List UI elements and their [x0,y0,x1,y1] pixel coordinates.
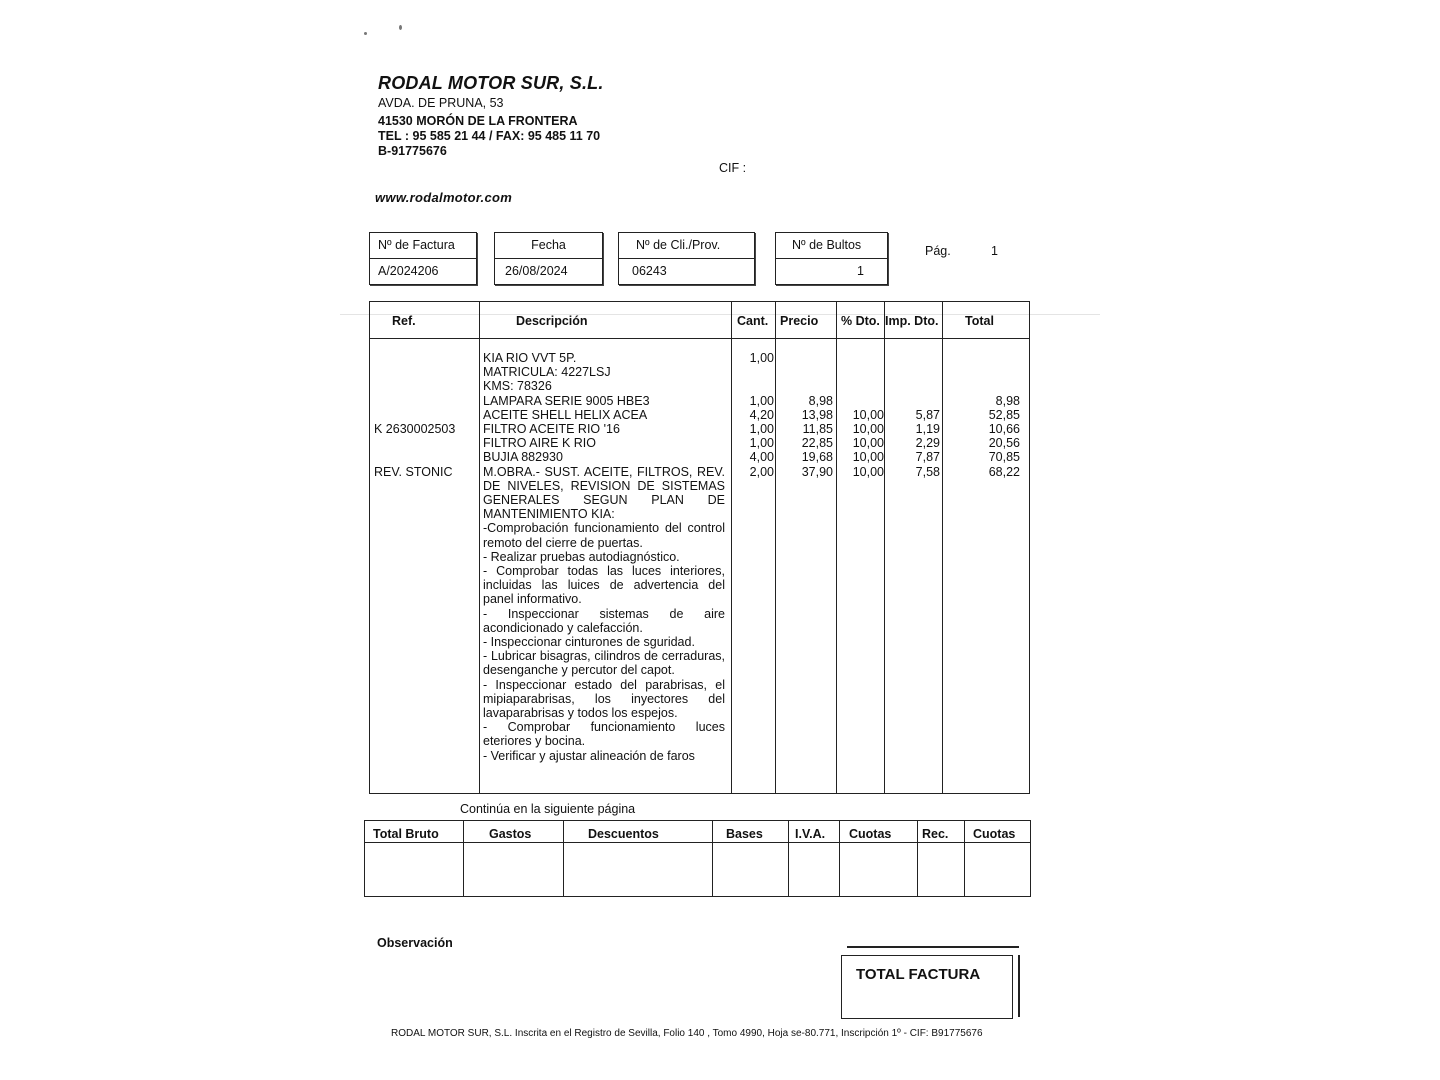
item-description: ACEITE SHELL HELIX ACEA [483,407,648,422]
company-address-block [378,96,600,159]
item-quantity: 4,20 [749,407,774,422]
item-total: 68,22 [988,464,1020,479]
column-header-price: Precio [780,314,819,328]
service-note: - Comprobar funcionamiento luces eteriores y bocina. [483,720,725,749]
item-discount-amount: 1,19 [915,421,940,436]
service-note: - Inspeccionar cinturones de sguridad. [483,635,695,650]
service-note: - Inspeccionar sistemas de aire acondicionado y calefacción. [483,606,725,635]
company-city: 41530 MORÓN DE LA FRONTERA [378,114,578,128]
totals-header-expenses: Gastos [489,827,532,841]
price-column [776,351,833,479]
total-box-right-rule [1018,955,1020,1017]
column-divider [712,821,713,896]
item-quantity: 2,00 [749,464,774,479]
column-header-discount-pct: % Dto. [841,314,880,328]
page-label: Pág. [925,244,951,258]
packages-box [775,232,888,285]
client-number-value: 06243 [632,264,667,278]
date-label: Fecha [495,233,602,259]
item-discount-amount [885,351,940,365]
company-address: AVDA. DE PRUNA, 53 [378,96,504,110]
item-description: FILTRO AIRE K RIO [483,436,596,451]
invoice-number-box [369,232,477,285]
client-number-box [618,232,755,285]
total-invoice-label: TOTAL FACTURA [856,966,981,983]
service-note: -Comprobación funcionamiento del control remoto del cierre de puertas. [483,521,725,550]
item-total: 20,56 [988,436,1020,451]
item-price: 11,85 [802,421,833,436]
column-divider [788,821,789,896]
item-description: FILTRO ACEITE RIO '16 [483,422,620,437]
totals-table [364,820,1031,897]
item-discount-pct [837,379,884,393]
invoice-number-label: Nº de Factura [370,233,476,259]
item-quantity: 1,00 [749,393,774,408]
item-quantity [732,379,774,393]
item-discount-amount: 7,87 [915,450,940,465]
invoice-number-value: A/2024206 [378,264,439,278]
quantity-column [732,351,774,479]
column-header-total: Total [965,314,994,328]
item-discount-amount [885,379,940,393]
item-discount-pct [837,365,884,379]
item-discount-amount [885,365,940,379]
column-divider [463,821,464,896]
line-items-table [369,301,1030,794]
totals-header-bases: Bases [726,827,763,841]
item-price: 13,98 [801,407,833,422]
cif-label: CIF : [719,161,747,175]
description-column [483,351,725,763]
company-name: RODAL MOTOR SUR, S.L. [378,73,604,93]
observation-label: Observación [377,936,453,950]
scan-speck [364,32,367,35]
column-header-ref: Ref. [392,314,416,328]
column-divider [839,821,840,896]
item-quantity: 1,00 [749,351,774,365]
item-total [943,351,1020,365]
page-number: 1 [991,244,998,258]
packages-label: Nº de Bultos [776,233,887,259]
service-note: - Verificar y ajustar alineación de faros [483,748,695,763]
total-column [943,351,1020,479]
column-divider [479,302,480,793]
scan-speck [399,25,402,30]
item-description: M.OBRA.- SUST. ACEITE, FILTROS, REV. DE NIVELES, REVISION DE SISTEMAS GENERALES SEGUN PLAN DE MANTENIMIENTO KIA: [483,464,725,522]
item-total: 10,66 [988,421,1020,436]
legal-footer: RODAL MOTOR SUR, S.L. Inscrita en el Registro de Sevilla, Folio 140 , Tomo 4990, Hoja se-80.771, Inscripción 1º - CIF: B91775676 [391,1028,983,1039]
item-quantity: 1,00 [749,436,774,451]
item-discount-amount [885,394,940,408]
item-discount-amount: 2,29 [915,436,940,451]
column-header-discount-amount: Imp. Dto. [885,314,939,328]
column-header-description: Descripción [516,314,588,328]
item-discount-pct: 10,00 [852,436,884,451]
item-description: LAMPARA SERIE 9005 HBE3 [483,393,650,408]
item-discount-pct: 10,00 [852,464,884,479]
totals-header-divider [365,842,1030,843]
totals-header-quotas-2: Cuotas [973,827,1016,841]
item-price: 8,98 [808,393,833,408]
service-note: - Realizar pruebas autodiagnóstico. [483,549,680,564]
item-price: 22,85 [801,436,833,451]
company-tax-id: B-91775676 [378,144,447,158]
company-website[interactable]: www.rodalmotor.com [375,190,513,205]
total-box-top-rule [847,946,1019,948]
service-note: - Inspeccionar estado del parabrisas, el mipiaparabrisas, los inyectores del lavaparabrisas y todos los espejos. [483,677,725,721]
service-note: - Lubricar bisagras, cilindros de cerraduras, desenganche y percutor del capot. [483,649,725,678]
item-quantity: 1,00 [749,421,774,436]
company-phone: TEL : 95 585 21 44 / FAX: 95 485 11 70 [378,129,601,143]
discount-pct-column [837,351,884,479]
item-quantity: 4,00 [749,450,774,465]
item-discount-amount: 5,87 [915,407,940,422]
item-total: 8,98 [995,393,1020,408]
item-ref: K 2630002503 [374,422,456,436]
item-total: 52,85 [988,407,1020,422]
discount-amount-column [885,351,940,479]
item-price [776,365,833,379]
item-ref: REV. STONIC [374,465,453,479]
item-discount-amount: 7,58 [915,464,940,479]
item-price: 37,90 [801,464,833,479]
item-price [776,379,833,393]
continue-note: Continúa en la siguiente página [460,802,636,816]
item-description: MATRICULA: 4227LSJ [483,365,611,380]
column-header-quantity: Cant. [737,314,769,328]
item-price: 19,68 [801,450,833,465]
item-quantity [732,365,774,379]
date-value: 26/08/2024 [505,264,568,278]
totals-header-discounts: Descuentos [588,827,659,841]
table-header-divider [370,338,1029,339]
item-description: KMS: 78326 [483,379,552,394]
item-discount-pct [837,394,884,408]
item-total: 70,85 [988,450,1020,465]
date-box [494,232,603,285]
item-price [776,351,833,365]
column-divider [563,821,564,896]
item-total [943,365,1020,379]
item-discount-pct: 10,00 [852,450,884,465]
totals-header-gross: Total Bruto [373,827,439,841]
item-discount-pct: 10,00 [852,407,884,422]
item-description: KIA RIO VVT 5P. [483,351,577,365]
totals-header-vat: I.V.A. [795,827,826,841]
column-divider [917,821,918,896]
packages-value: 1 [857,264,864,278]
item-description: BUJIA 882930 [483,450,563,465]
totals-header-quotas: Cuotas [849,827,892,841]
item-discount-pct [837,351,884,365]
service-note: - Comprobar todas las luces interiores, incluidas las luices de advertencia del panel informativo. [483,564,725,607]
column-divider [964,821,965,896]
item-total [943,379,1020,393]
item-discount-pct: 10,00 [852,421,884,436]
total-invoice-box [841,955,1013,1019]
totals-header-surcharge: Rec. [922,827,949,841]
client-number-label: Nº de Cli./Prov. [619,233,754,259]
